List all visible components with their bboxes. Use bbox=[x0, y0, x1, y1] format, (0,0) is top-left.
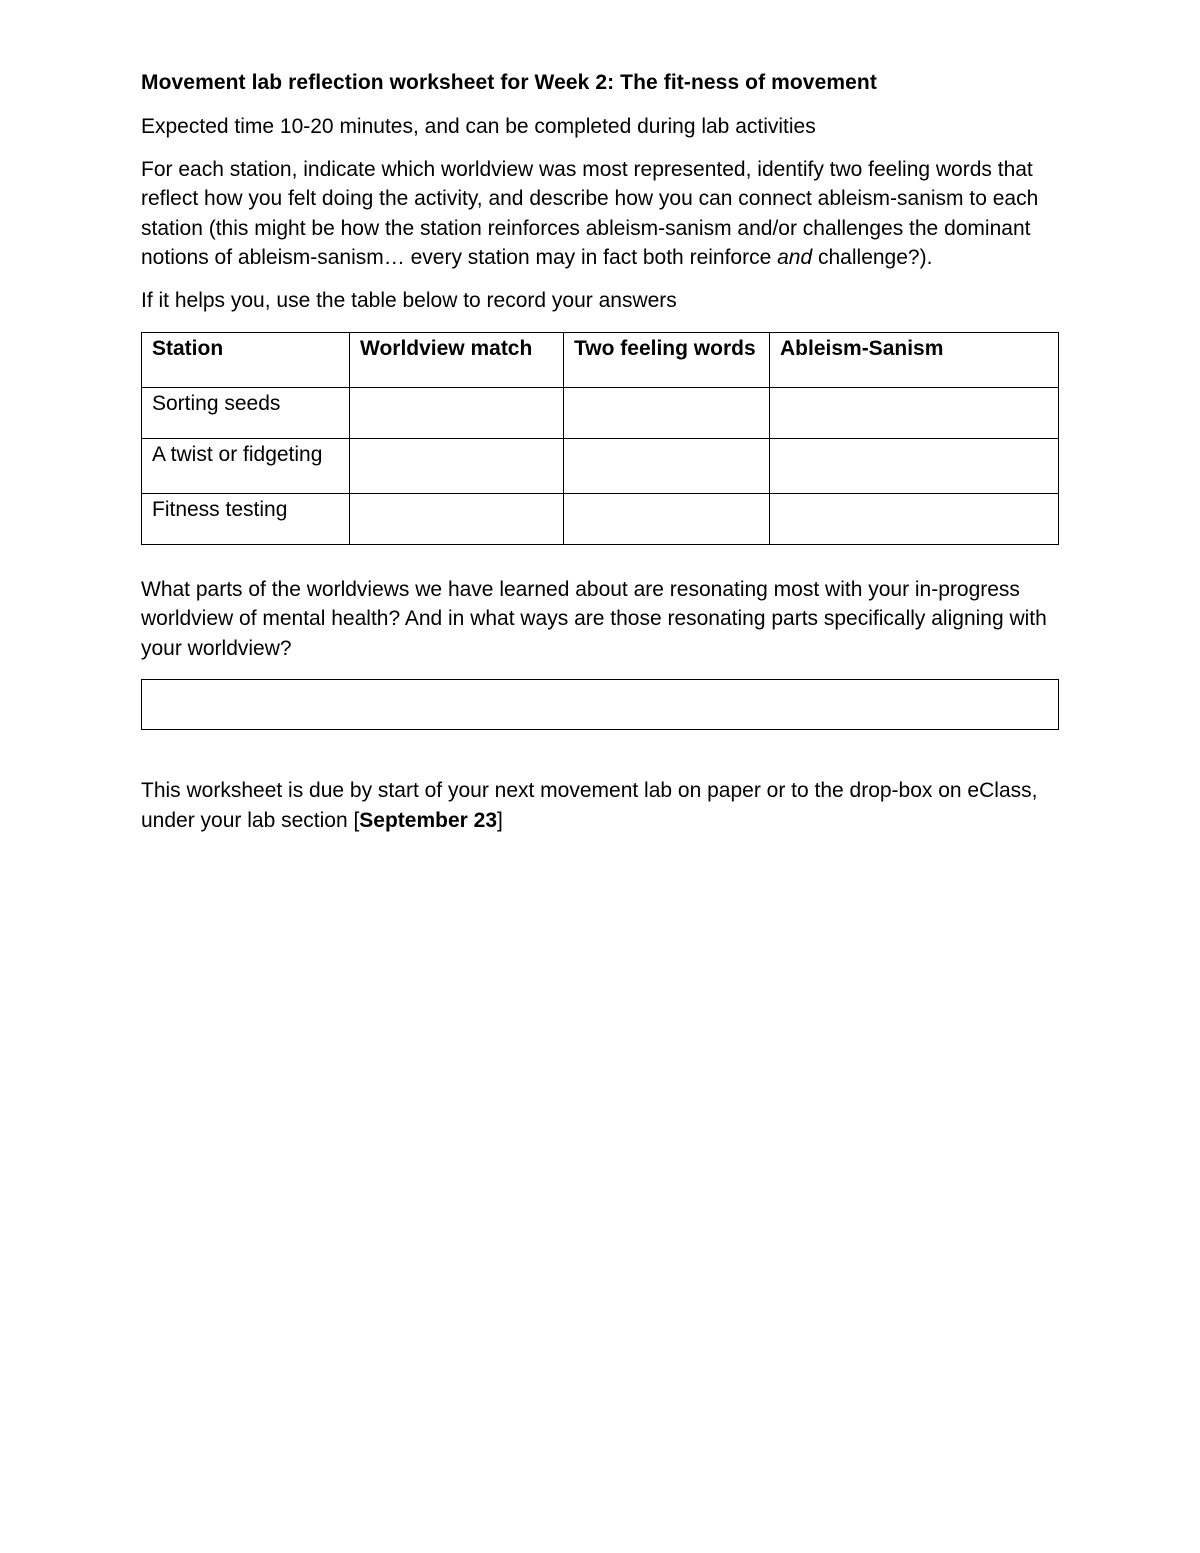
station-name: Sorting seeds bbox=[142, 387, 350, 438]
worldview-match-cell[interactable] bbox=[350, 387, 564, 438]
feeling-words-cell[interactable] bbox=[564, 493, 770, 544]
header-worldview-match: Worldview match bbox=[350, 332, 564, 387]
reflection-answer-box[interactable] bbox=[141, 679, 1059, 730]
table-row bbox=[142, 438, 1059, 493]
instructions-part1: For each station, indicate which worldview was most represented, identify two feeling words that reflect how you felt doing the activity, and describe how you can connect ableism-sanism to each station (this might be how the station reinforces ableism-sanism and/or challenges the dominant notions of ableism-sanism… every station may in fact both reinforce bbox=[141, 157, 1039, 270]
feeling-words-cell[interactable] bbox=[564, 438, 770, 493]
stations-table bbox=[141, 332, 1059, 545]
header-station: Station bbox=[142, 332, 350, 387]
ableism-sanism-cell[interactable] bbox=[770, 387, 1059, 438]
instructions-part2: challenge?). bbox=[812, 246, 933, 270]
station-name: A twist or fidgeting bbox=[142, 438, 350, 493]
due-notice bbox=[141, 776, 1061, 835]
reflection-question: What parts of the worldviews we have learned about are resonating most with your in-progress worldview of mental health? And in what ways are those resonating parts specifically aligning with your worldview? bbox=[141, 577, 1047, 660]
table-row bbox=[142, 387, 1059, 438]
table-row bbox=[142, 493, 1059, 544]
station-name: Fitness testing bbox=[142, 493, 350, 544]
header-ableism-sanism: Ableism-Sanism bbox=[770, 332, 1059, 387]
feeling-words-cell[interactable] bbox=[564, 387, 770, 438]
due-close: ] bbox=[497, 808, 503, 832]
worldview-match-cell[interactable] bbox=[350, 493, 564, 544]
worksheet-title: Movement lab reflection worksheet for Week 2: The fit-ness of movement bbox=[141, 71, 877, 94]
ableism-sanism-cell[interactable] bbox=[770, 438, 1059, 493]
table-intro: If it helps you, use the table below to record your answers bbox=[141, 288, 677, 312]
due-date: September 23 bbox=[359, 808, 498, 832]
instructions-emphasis: and bbox=[777, 246, 813, 270]
table-header-row bbox=[142, 332, 1059, 387]
worksheet-page bbox=[141, 68, 1061, 836]
instructions bbox=[141, 155, 1061, 273]
expected-time: Expected time 10-20 minutes, and can be completed during lab activities bbox=[141, 115, 816, 138]
due-text: This worksheet is due by start of your next movement lab on paper or to the drop-box on eClass, under your lab section [ bbox=[141, 779, 1038, 832]
header-two-feeling-words: Two feeling words bbox=[564, 332, 770, 387]
ableism-sanism-cell[interactable] bbox=[770, 493, 1059, 544]
worldview-match-cell[interactable] bbox=[350, 438, 564, 493]
